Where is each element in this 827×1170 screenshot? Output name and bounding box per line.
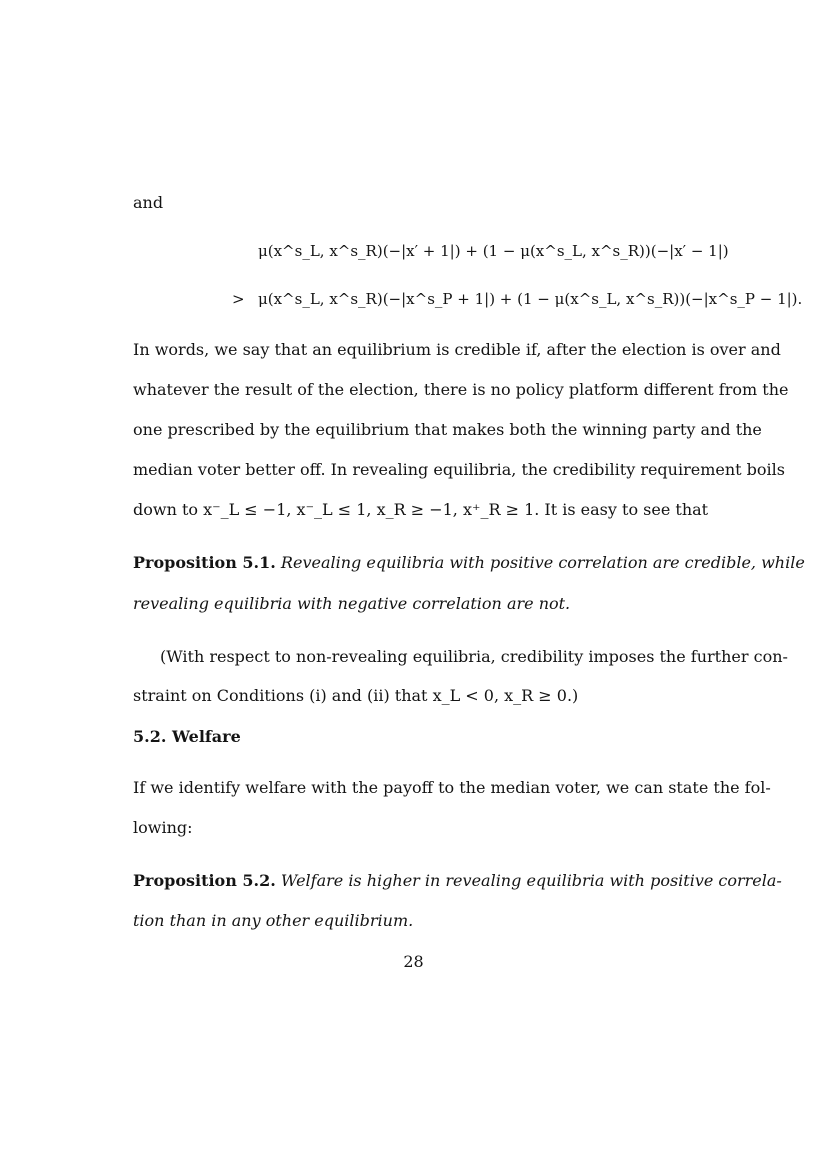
paragraph3-line-2: lowing: (133, 818, 193, 837)
paragraph3-line-1: If we identify welfare with the payoff to the median voter, we can state the fol- (133, 778, 771, 797)
proposition-5-2 (133, 871, 782, 891)
equation-line-1: μ(x^s_L, x^s_R)(−|x′ + 1|) + (1 − μ(x^s_L, x^s_R))(−|x′ − 1|) (258, 242, 729, 260)
equation-relation: > (232, 290, 245, 308)
proposition-5-1 (133, 553, 805, 573)
paragraph1-line-4: median voter better off. In revealing equilibria, the credibility requirement boils (133, 460, 785, 479)
paragraph2-line-1: (With respect to non-revealing equilibria, credibility imposes the further con- (160, 647, 788, 666)
proposition-5-1-label: Proposition 5.1. (133, 553, 276, 572)
paragraph1-line-3: one prescribed by the equilibrium that makes both the winning party and the (133, 420, 762, 439)
equation-line-2: μ(x^s_L, x^s_R)(−|x^s_P + 1|) + (1 − μ(x^s_L, x^s_R))(−|x^s_P − 1|). (258, 290, 803, 308)
proposition-5-2-label: Proposition 5.2. (133, 871, 276, 890)
section-heading: 5.2. Welfare (133, 727, 241, 746)
proposition-5-2-text-line-2: tion than in any other equilibrium. (133, 911, 414, 930)
paragraph1-line-1: In words, we say that an equilibrium is credible if, after the election is over and (133, 340, 781, 359)
paragraph1-line-5: down to x⁻_L ≤ −1, x⁻_L ≤ 1, x_R ≥ −1, x⁺_R ≥ 1. It is easy to see that (133, 500, 709, 519)
page-number: 28 (403, 952, 424, 971)
proposition-5-1-text-line-2: revealing equilibria with negative correlation are not. (133, 594, 571, 613)
intro-word: and (133, 193, 164, 212)
paragraph2-line-2: straint on Conditions (i) and (ii) that x_L < 0, x_R ≥ 0.) (133, 686, 579, 705)
proposition-5-2-text: Welfare is higher in revealing equilibria with positive correla- (280, 871, 782, 890)
proposition-5-1-text: Revealing equilibria with positive correlation are credible, while (280, 553, 805, 572)
paragraph1-line-2: whatever the result of the election, there is no policy platform different from the (133, 380, 789, 399)
